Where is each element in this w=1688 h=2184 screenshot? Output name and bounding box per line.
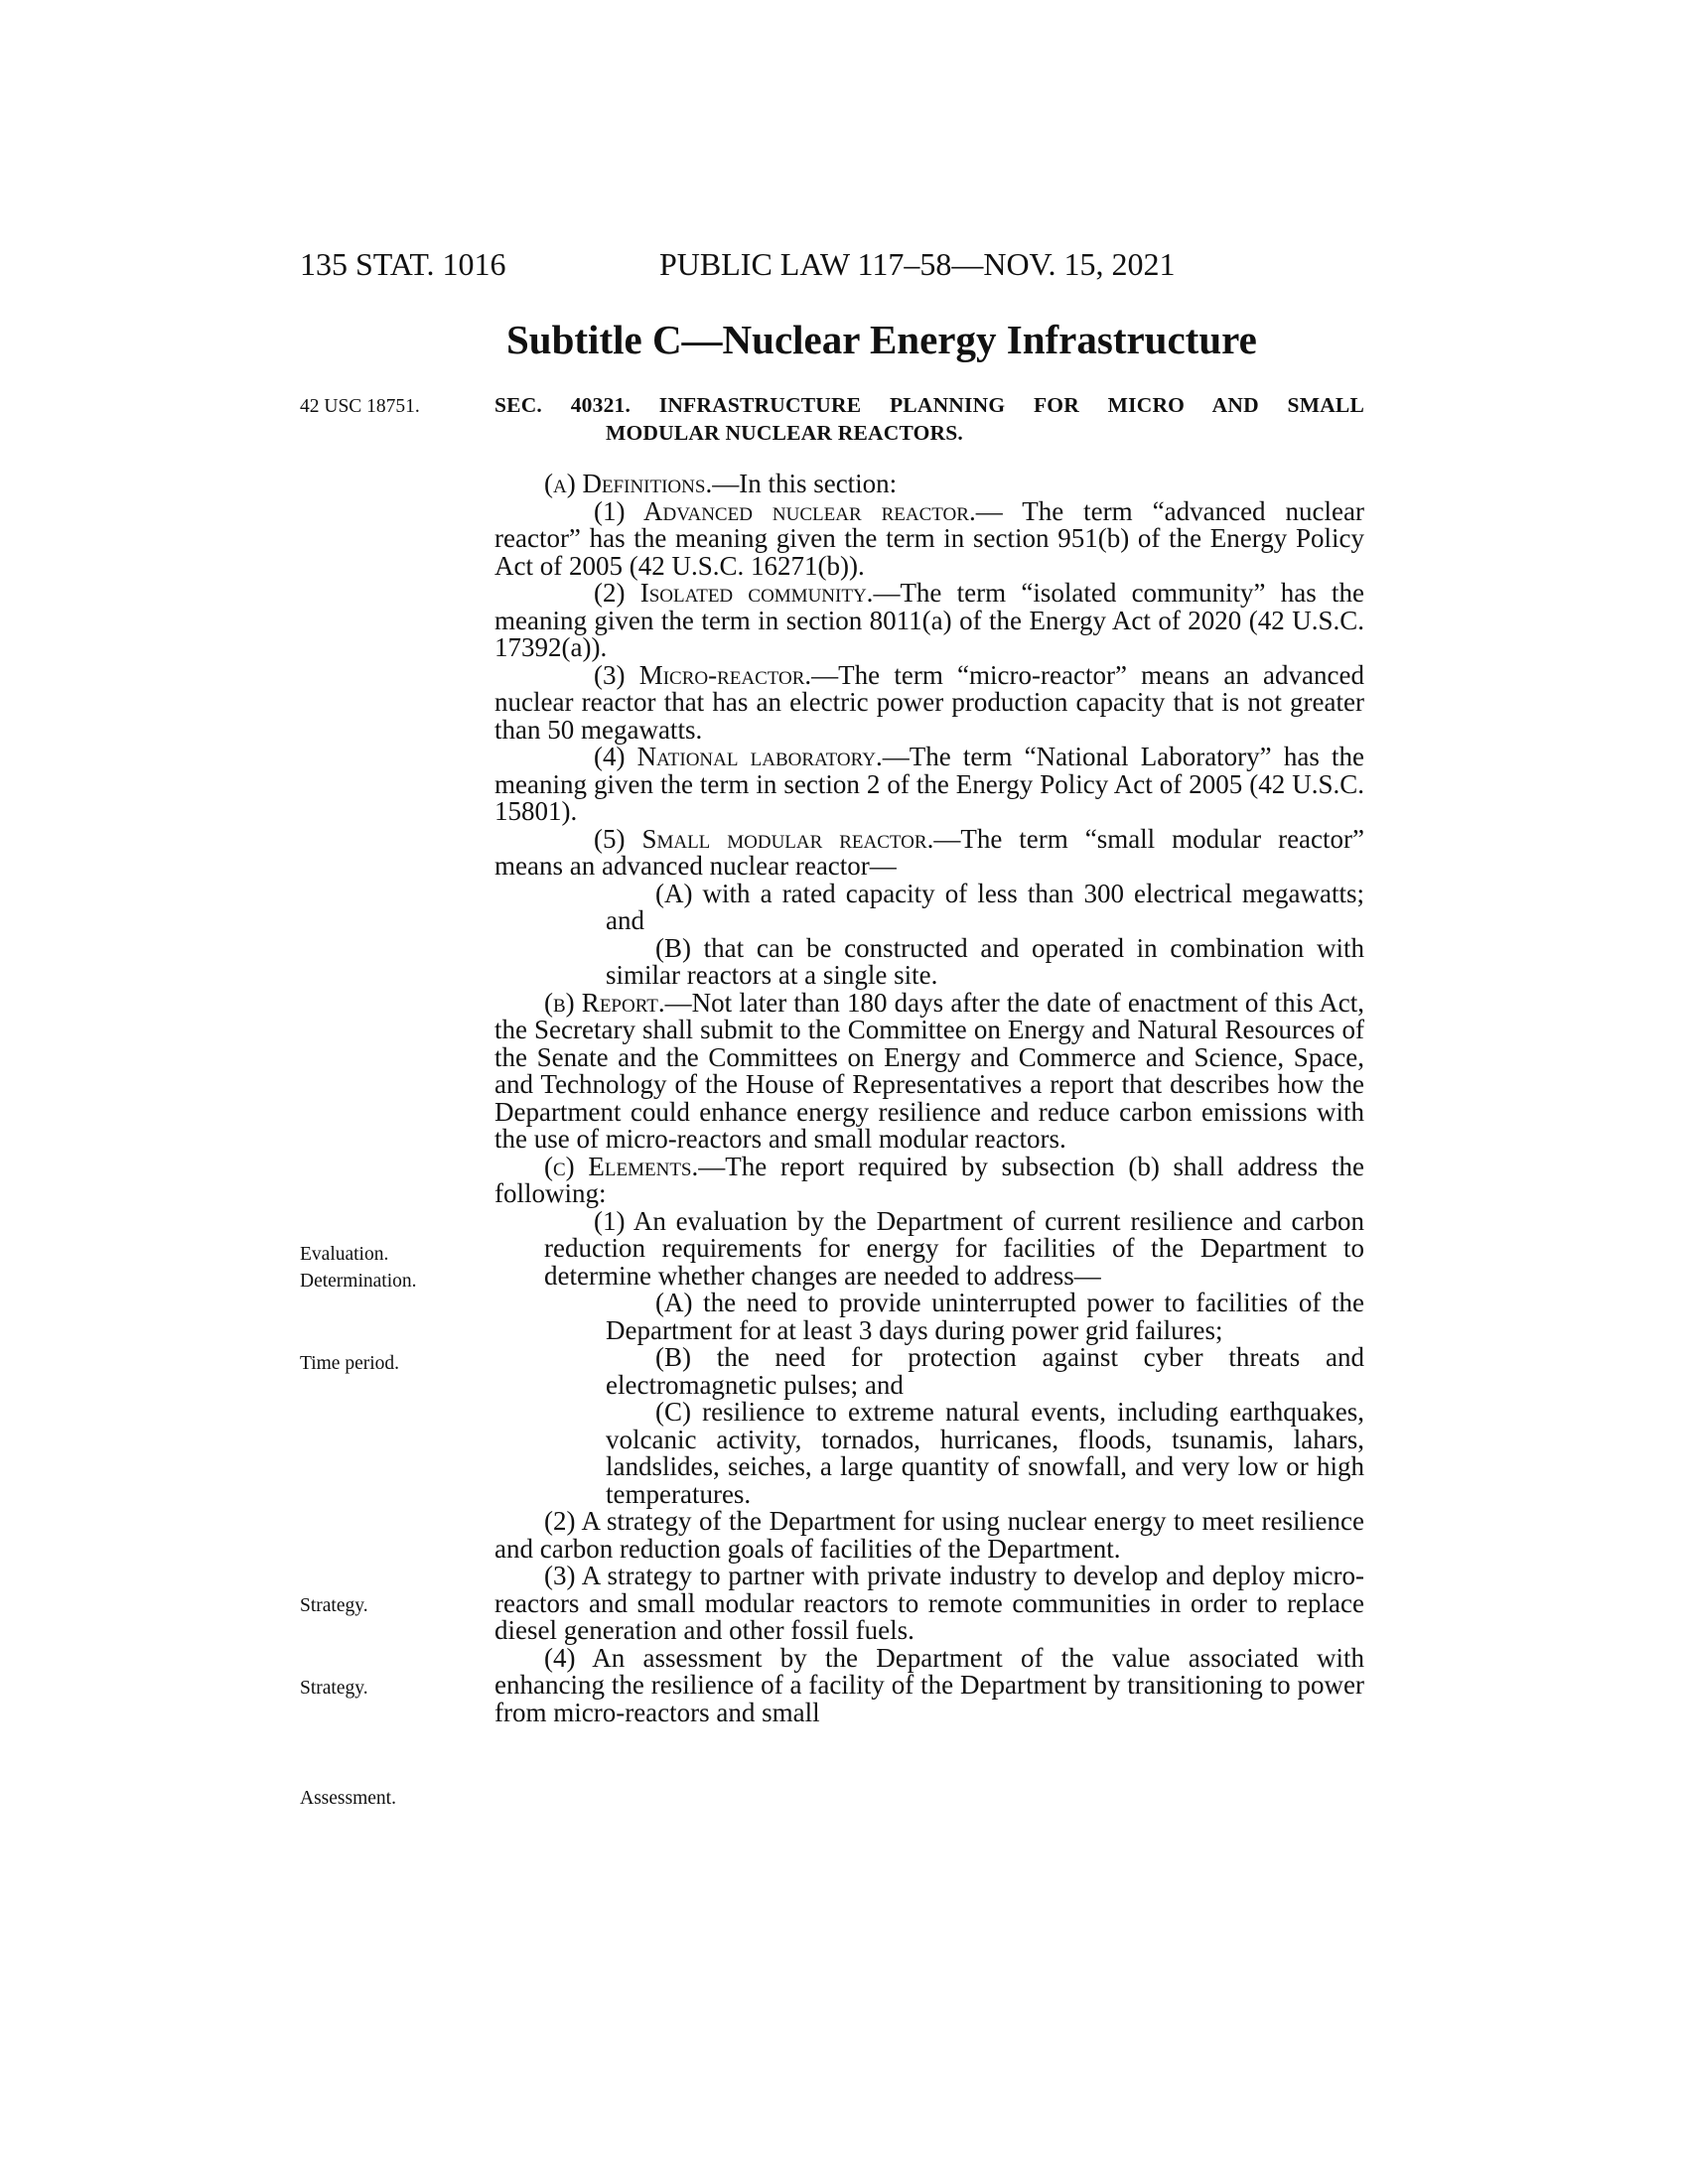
paragraph-c2: (2) A strategy of the Department for using nuclear energy to meet resilience and carbon reduction goals of facilities of the Department. — [494, 1506, 1364, 1564]
paragraph-b — [494, 987, 1364, 1154]
paragraph-text: —The term “micro-reactor” means an advanced nuclear reactor that has an electric power production capacity that is not greater than 50 megawatts. — [494, 659, 1364, 745]
paragraph-a2 — [494, 580, 1364, 662]
paragraph-c3: (3) A strategy to partner with private industry to develop and deploy micro-reactors and small modular reactors to remote communities in order to replace diesel generation and other fossil fuels. — [494, 1561, 1364, 1645]
section-body — [494, 471, 1364, 1726]
section-heading — [494, 391, 1364, 447]
subsection-label: (a) Definitions. — [544, 469, 713, 498]
paragraph-label: (5) Small modular reactor. — [594, 823, 934, 854]
margin-note-evaluation: Evaluation. — [300, 1244, 389, 1265]
section-heading-line: MODULAR NUCLEAR REACTORS. — [606, 421, 963, 445]
paragraph-c1A: (A) the need to provide uninterrupted power to facilities of the Department for at least 3 days during power grid failures; — [606, 1288, 1364, 1345]
margin-note-strategy: Strategy. — [300, 1678, 368, 1699]
paragraph-text: — The term “advanced nuclear reactor” has the meaning given the term in section 951(b) of the Energy Policy Act of 2005 (42 U.S.C. 16271(b)). — [494, 495, 1364, 581]
paragraph-c4: (4) An assessment by the Department of the value associated with enhancing the resilience of a facility of the Department by transitioning to power from micro-reactors and small — [494, 1642, 1364, 1727]
paragraph-c1B: (B) the need for protection against cyber threats and electromagnetic pulses; and — [606, 1342, 1364, 1400]
paragraph-label: (2) Isolated community. — [594, 578, 874, 608]
paragraph-a5A: (A) with a rated capacity of less than 300 electrical megawatts; and — [606, 878, 1364, 935]
public-law-date: PUBLIC LAW 117–58—NOV. 15, 2021 — [659, 246, 1176, 282]
paragraph-a3 — [494, 659, 1364, 745]
paragraph-a5 — [494, 823, 1364, 881]
paragraph-text: —The report required by subsection (b) shall address the following: — [494, 1151, 1364, 1208]
paragraph-c — [494, 1151, 1364, 1208]
margin-note-time-period: Time period. — [300, 1353, 400, 1374]
paragraph-a — [494, 471, 1364, 498]
paragraph-a1 — [494, 495, 1364, 581]
stat-page-number: 135 STAT. 1016 — [300, 246, 506, 282]
paragraph-text: —The term “small modular reactor” means an advanced nuclear reactor— — [494, 823, 1364, 881]
paragraph-c1C: (C) resilience to extreme natural events, including earthquakes, volcanic activity, tornados, hurricanes, floods, tsunamis, lahars, landslides, seiches, a large quantity of snowfall, and very low or high temperatures. — [606, 1397, 1364, 1509]
paragraph-label: (4) National laboratory. — [594, 742, 883, 771]
paragraph-text: —In this section: — [712, 469, 898, 498]
paragraph-label: (1) Advanced nuclear reactor. — [594, 495, 976, 526]
paragraph-a4 — [494, 744, 1364, 826]
subtitle-heading: Subtitle C—Nuclear Energy Infrastructure — [506, 317, 1257, 362]
paragraph-c1: (1) An evaluation by the Department of current resilience and carbon reduction requirements for energy for facilities of the Department to determine whether changes are needed to address— — [544, 1205, 1364, 1291]
paragraph-text: —Not later than 180 days after the date of enactment of this Act, the Secretary shall submit to the Committee on Energy and Natural Resources of the Senate and the Committees on Energy and Commerce and Science, Space, and Technology of the House of Representatives a report that describes how the Department could enhance energy resilience and reduce carbon emissions with the use of micro-reactors and small modular reactors. — [494, 987, 1364, 1154]
margin-note-usc: 42 USC 18751. — [300, 396, 420, 417]
paragraph-label: (3) Micro-reactor. — [594, 659, 812, 690]
section-heading-line: SEC. 40321. INFRASTRUCTURE PLANNING FOR MICRO AND SMALL — [494, 393, 1364, 417]
paragraph-text: —The term “National Laboratory” has the meaning given the term in section 2 of the Energy Policy Act of 2005 (42 U.S.C. 15801). — [494, 742, 1364, 826]
paragraph-a5B: (B) that can be constructed and operated in combination with similar reactors at a single site. — [606, 932, 1364, 990]
margin-note-strategy: Strategy. — [300, 1595, 368, 1616]
paragraph-text: —The term “isolated community” has the meaning given the term in section 8011(a) of the Energy Act of 2020 (42 U.S.C. 17392(a)). — [494, 578, 1364, 662]
subsection-label: (c) Elements. — [544, 1151, 699, 1181]
subsection-label: (b) Report. — [544, 987, 665, 1018]
margin-note-assessment: Assessment. — [300, 1788, 396, 1809]
margin-note-determination: Determination. — [300, 1271, 417, 1292]
